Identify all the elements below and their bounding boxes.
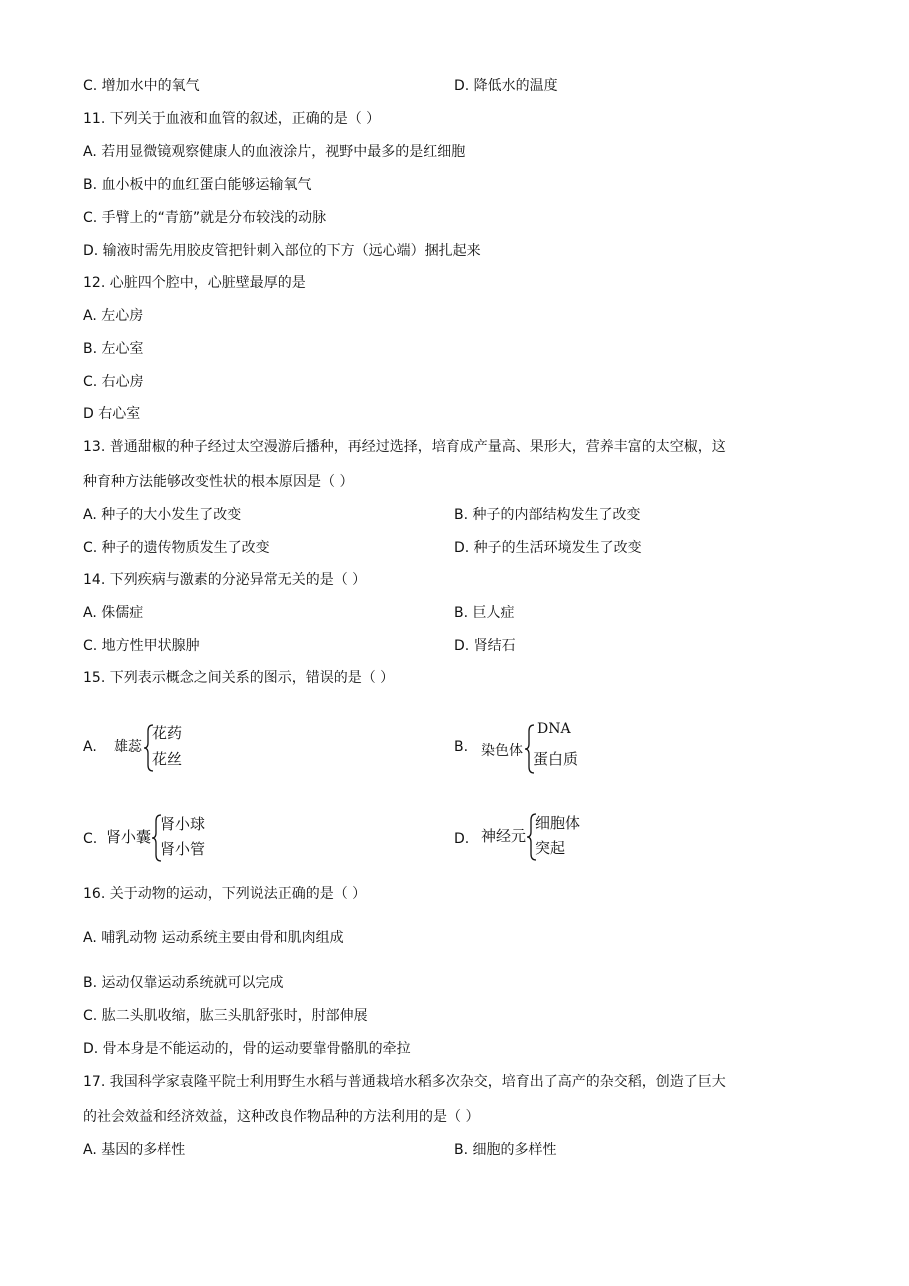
q17-stem-line2: 的社会效益和经济效益，这种改良作物品种的方法利用的是（ ） (83, 1109, 480, 1125)
q16-option-c: C. 肱二头肌收缩，肱三头肌舒张时，肘部伸展 (83, 1008, 368, 1024)
q11-option-a: A. 若用显微镜观察健康人的血液涂片，视野中最多的是红细胞 (83, 144, 466, 160)
q11-option-b: B. 血小板中的血红蛋白能够运输氧气 (83, 177, 312, 193)
q14-option-b: B. 巨人症 (454, 605, 515, 621)
q11-option-d: D. 输液时需先用胶皮管把针刺入部位的下方（远心端）捆扎起来 (83, 243, 481, 259)
q13-option-a: A. 种子的大小发生了改变 (83, 507, 242, 523)
q15-stem: 15. 下列表示概念之间关系的图示，错误的是（ ） (83, 670, 395, 686)
concept-item: 突起 (535, 839, 566, 857)
q10-option-c: C. 增加水中的氧气 (83, 78, 200, 94)
q12-stem: 12. 心脏四个腔中，心脏壁最厚的是 (83, 275, 306, 291)
q15-option-d-label: D. (454, 831, 470, 847)
q16-option-a: A. 哺乳动物 运动系统主要由骨和肌肉组成 (83, 930, 344, 946)
q17-option-a: A. 基因的多样性 (83, 1142, 186, 1158)
q12-option-b: B. 左心室 (83, 341, 144, 357)
q12-option-c: C. 右心房 (83, 374, 144, 390)
q13-option-c: C. 种子的遗传物质发生了改变 (83, 540, 270, 556)
concept-item: 肾小管 (160, 840, 206, 858)
q11-stem: 11. 下列关于血液和血管的叙述，正确的是（ ） (83, 111, 381, 127)
q16-stem: 16. 关于动物的运动，下列说法正确的是（ ） (83, 886, 367, 902)
concept-head: 雄蕊 (114, 739, 142, 755)
q14-option-a: A. 侏儒症 (83, 605, 144, 621)
q10-option-d: D. 降低水的温度 (454, 78, 558, 94)
q11-option-c: C. 手臂上的“青筋”就是分布较浅的动脉 (83, 210, 327, 226)
concept-item: 花药 (152, 724, 183, 742)
q14-option-d: D. 肾结石 (454, 638, 516, 654)
concept-item: 细胞体 (535, 814, 581, 832)
concept-item: 肾小球 (160, 815, 206, 833)
q17-stem-line1: 17. 我国科学家袁隆平院士利用野生水稻与普通栽培水稻多次杂交，培育出了高产的杂交稻，创造了巨大 (83, 1074, 726, 1090)
q13-stem-line2: 种育种方法能够改变性状的根本原因是（ ） (83, 474, 354, 490)
q12-option-a: A. 左心房 (83, 308, 144, 324)
concept-head: 染色体 (481, 743, 523, 759)
q16-option-d: D. 骨本身是不能运动的，骨的运动要靠骨骼肌的牵拉 (83, 1041, 411, 1057)
q15-option-b-label: B. (454, 739, 469, 755)
q17-option-b: B. 细胞的多样性 (454, 1142, 557, 1158)
concept-item: 蛋白质 (533, 750, 579, 768)
q13-option-b: B. 种子的内部结构发生了改变 (454, 507, 641, 523)
concept-head: 肾小囊 (106, 828, 152, 846)
q14-stem: 14. 下列疾病与激素的分泌异常无关的是（ ） (83, 572, 367, 588)
q13-stem-line1: 13. 普通甜椒的种子经过太空漫游后播种，再经过选择，培育成产量高、果形大，营养丰富的太空椒，这 (83, 439, 726, 455)
concept-item: DNA (537, 721, 571, 737)
concept-head: 神经元 (481, 827, 527, 845)
concept-item: 花丝 (152, 750, 183, 768)
q12-option-d: D 右心室 (83, 406, 141, 422)
q13-option-d: D. 种子的生活环境发生了改变 (454, 540, 642, 556)
q15-option-a-label: A. (83, 739, 97, 755)
q14-option-c: C. 地方性甲状腺肿 (83, 638, 200, 654)
q16-option-b: B. 运动仅靠运动系统就可以完成 (83, 975, 284, 991)
q15-option-c-label: C. (83, 831, 98, 847)
